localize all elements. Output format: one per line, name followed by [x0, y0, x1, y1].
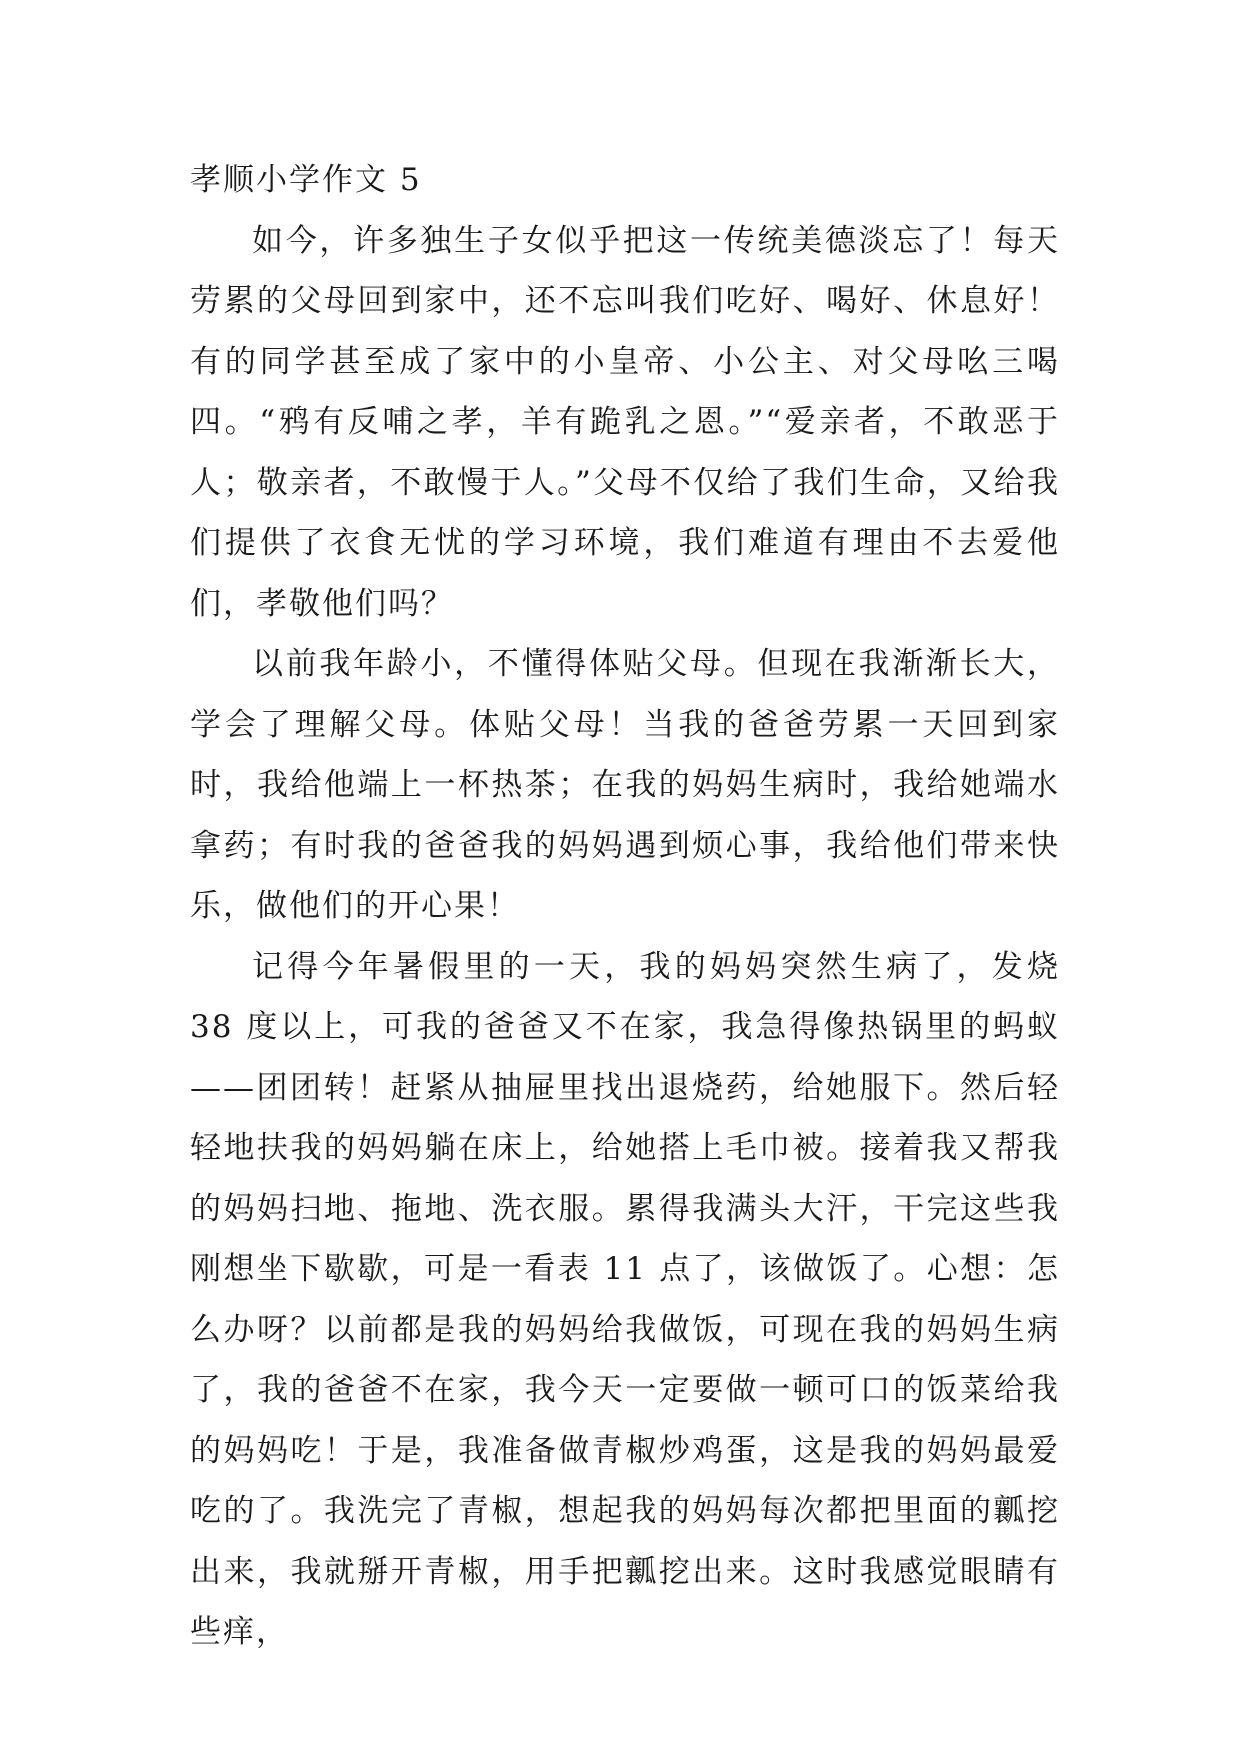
essay-title: 孝顺小学作文 5 — [190, 162, 422, 198]
document-body — [190, 150, 1060, 1663]
paragraph-1: 如今，许多独生子女似乎把这一传统美德淡忘了！每天劳累的父母回到家中，还不忘叫我们吃好、喝好、休息好！有的同学甚至成了家中的小皇帝、小公主、对父母吆三喝四。“鸦有反哺之孝，羊有跪乳之恩。”“爱亲者，不敢恶于人；敬亲者，不敢慢于人。”父母不仅给了我们生命，又给我们提供了衣食无忧的学习环境，我们难道有理由不去爱他们，孝敬他们吗？ — [190, 222, 1060, 622]
paragraph-3: 记得今年暑假里的一天，我的妈妈突然生病了，发烧 38 度以上，可我的爸爸又不在家，我急得像热锅里的蚂蚁——团团转！赶紧从抽屉里找出退烧药，给她服下。然后轻轻地扶我的妈妈躺在床上，给她搭上毛巾被。接着我又帮我的妈妈扫地、拖地、洗衣服。累得我满头大汗，干完这些我刚想坐下歇歇，可是一看表 11 点了，该做饭了。心想：怎么办呀？以前都是我的妈妈给我做饭，可现在我的妈妈生病了，我的爸爸不在家，我今天一定要做一顿可口的饭菜给我的妈妈吃！于是，我准备做青椒炒鸡蛋，这是我的妈妈最爱吃的了。我洗完了青椒，想起我的妈妈每次都把里面的瓤挖出来，我就掰开青椒，用手把瓤挖出来。这时我感觉眼睛有些痒， — [190, 948, 1060, 1650]
paragraph-2: 以前我年龄小，不懂得体贴父母。但现在我渐渐长大，学会了理解父母。体贴父母！当我的爸爸劳累一天回到家时，我给他端上一杯热茶；在我的妈妈生病时，我给她端水拿药；有时我的爸爸我的妈妈遇到烦心事，我给他们带来快乐，做他们的开心果！ — [190, 646, 1060, 924]
